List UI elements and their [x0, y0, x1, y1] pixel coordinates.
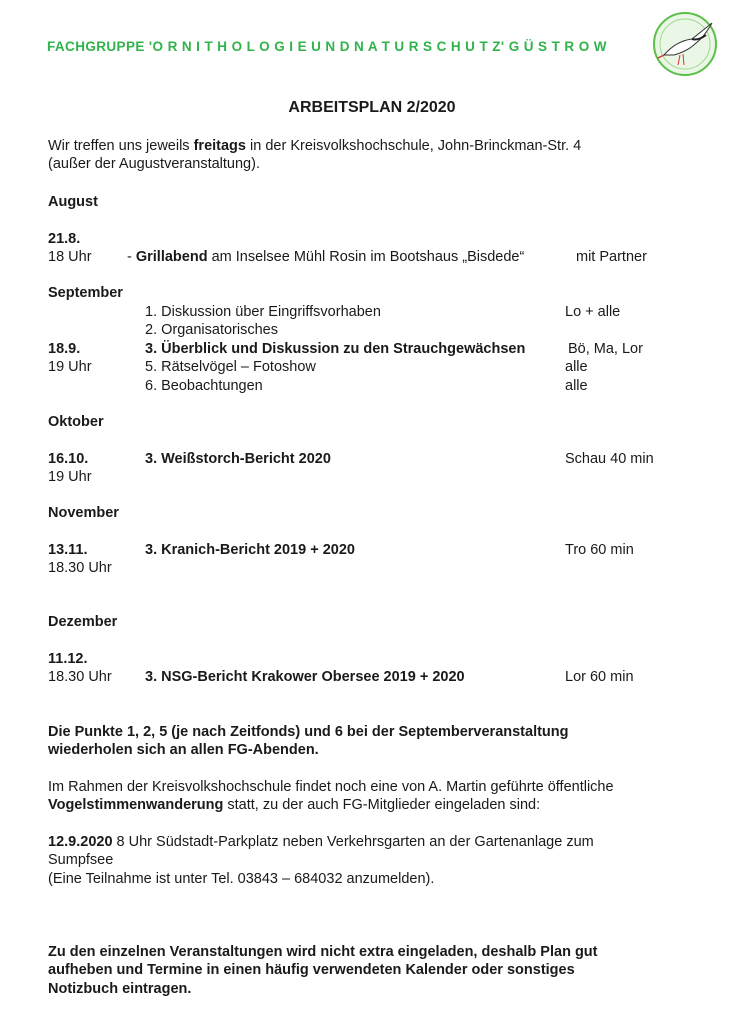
- intro-pre: Wir treffen uns jeweils: [48, 138, 194, 154]
- walk-detail-2: Sumpfsee: [48, 852, 114, 868]
- september-item-2: 2. Organisatorisches: [145, 322, 278, 338]
- walk-detail: [48, 833, 594, 852]
- november-date: 13.11.: [48, 542, 88, 558]
- dezember-event: 3. NSG-Bericht Krakower Obersee 2019 + 2020: [145, 669, 465, 685]
- august-event: [127, 248, 524, 267]
- month-august: August: [48, 194, 98, 210]
- walk-title: Vogelstimmenwanderung: [48, 797, 224, 813]
- intro-line-1: [48, 137, 581, 156]
- november-who: Tro 60 min: [565, 542, 634, 558]
- august-event-rest: am Inselsee Mühl Rosin im Bootshaus „Bisdede“: [207, 249, 525, 265]
- september-item-1: 1. Diskussion über Eingriffsvorhaben: [145, 304, 381, 320]
- month-oktober: Oktober: [48, 414, 104, 430]
- intro-bold: freitags: [193, 138, 246, 154]
- september-time: 19 Uhr: [48, 359, 92, 375]
- september-date: 18.9.: [48, 341, 81, 357]
- september-item-3-who: Bö, Ma, Lor: [568, 341, 643, 357]
- walk-date: 12.9.2020: [48, 834, 113, 850]
- group-name: FACHGRUPPE 'O R N I T H O L O G I E U N D N A T U R S C H U T Z' G Ü S T R O W: [47, 39, 607, 54]
- november-event: 3. Kranich-Bericht 2019 + 2020: [145, 542, 355, 558]
- walk-line-1: Im Rahmen der Kreisvolkshochschule findet noch eine von A. Martin geführte öffentliche: [48, 779, 614, 795]
- august-time: 18 Uhr: [48, 249, 92, 265]
- oktober-event: 3. Weißstorch-Bericht 2020: [145, 451, 331, 467]
- september-item-5-who: alle: [565, 378, 588, 394]
- dezember-date: 11.12.: [48, 651, 88, 667]
- september-item-1-who: Lo + alle: [565, 304, 621, 320]
- footer-note-line-3: Notizbuch eintragen.: [48, 981, 192, 997]
- september-item-5: 6. Beobachtungen: [145, 378, 263, 394]
- walk-registration: (Eine Teilnahme ist unter Tel. 03843 – 684032 anzumelden).: [48, 871, 435, 887]
- intro-line-2: (außer der Augustveranstaltung).: [48, 156, 260, 172]
- month-september: September: [48, 285, 123, 301]
- walk-line-2-rest: statt, zu der auch FG-Mitglieder eingeladen sind:: [223, 797, 541, 813]
- footer-note-line-1: Zu den einzelnen Veranstaltungen wird nicht extra eingeladen, deshalb Plan gut: [48, 944, 598, 960]
- intro-post: in der Kreisvolkshochschule, John-Brinckman-Str. 4: [245, 138, 582, 154]
- dezember-time: 18.30 Uhr: [48, 669, 112, 685]
- august-dash: -: [127, 249, 136, 265]
- november-time: 18.30 Uhr: [48, 560, 112, 576]
- walk-line-2: [48, 796, 540, 815]
- oktober-time: 19 Uhr: [48, 469, 92, 485]
- august-who: mit Partner: [576, 249, 647, 265]
- august-date: 21.8.: [48, 231, 81, 247]
- oktober-date: 16.10.: [48, 451, 89, 467]
- repeat-note-line-2: wiederholen sich an allen FG-Abenden.: [48, 742, 319, 758]
- month-november: November: [48, 505, 119, 521]
- stork-logo-icon: [652, 11, 718, 77]
- month-dezember: Dezember: [48, 614, 118, 630]
- dezember-who: Lor 60 min: [565, 669, 634, 685]
- august-event-bold: Grillabend: [135, 249, 208, 265]
- repeat-note-line-1: Die Punkte 1, 2, 5 (je nach Zeitfonds) und 6 bei der Septemberveranstaltung: [48, 724, 569, 740]
- page-title: ARBEITSPLAN 2/2020: [288, 99, 456, 116]
- september-item-3: 3. Überblick und Diskussion zu den Strauchgewächsen: [145, 341, 526, 357]
- oktober-who: Schau 40 min: [565, 451, 654, 467]
- september-item-4-who: alle: [565, 359, 588, 375]
- walk-detail-text: 8 Uhr Südstadt-Parkplatz neben Verkehrsgarten an der Gartenanlage zum: [112, 834, 594, 850]
- september-item-4: 5. Rätselvögel – Fotoshow: [145, 359, 316, 375]
- footer-note-line-2: aufheben und Termine in einen häufig verwendeten Kalender oder sonstiges: [48, 962, 575, 978]
